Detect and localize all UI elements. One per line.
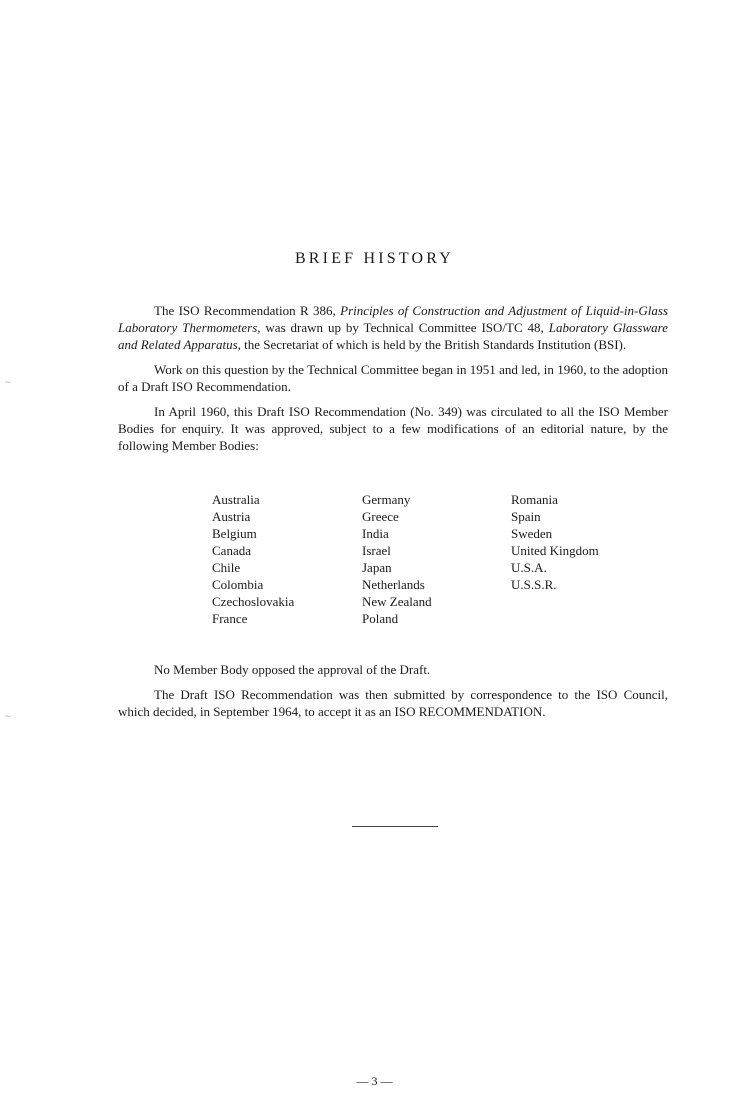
member-body: Austria bbox=[212, 509, 251, 524]
section-divider bbox=[352, 826, 438, 827]
margin-mark: ~ bbox=[4, 378, 12, 388]
member-body: Germany bbox=[362, 492, 411, 507]
paragraph-no-opposition: No Member Body opposed the approval of the Draft. bbox=[154, 662, 431, 677]
member-body: Poland bbox=[362, 611, 399, 626]
member-body: Spain bbox=[511, 509, 541, 524]
member-body: Japan bbox=[362, 560, 392, 575]
member-body: United Kingdom bbox=[511, 543, 599, 558]
member-body: U.S.S.R. bbox=[511, 577, 557, 592]
member-body: France bbox=[212, 611, 248, 626]
member-bodies-column-1 bbox=[212, 491, 294, 627]
member-body: Israel bbox=[362, 543, 391, 558]
paragraph-text: The ISO Recommendation R 386, bbox=[154, 303, 341, 318]
paragraph-text: , the Secretariat of which is held by the British Standards Institution (BSI). bbox=[237, 337, 627, 352]
history-conclusion bbox=[118, 661, 668, 728]
paragraph-council-decision: The Draft ISO Recommendation was then submitted by correspondence to the ISO Council, which decided, in September 1964, to accept it as an ISO RECOMMENDATION. bbox=[118, 687, 668, 719]
member-body: India bbox=[362, 526, 389, 541]
member-body: Romania bbox=[511, 492, 558, 507]
member-body: Czechoslovakia bbox=[212, 594, 295, 609]
member-body: Netherlands bbox=[362, 577, 425, 592]
committee-title: Laboratory Glassware and Related Apparatus bbox=[118, 320, 668, 352]
page-title: BRIEF HISTORY bbox=[294, 250, 455, 267]
member-bodies-column-3 bbox=[511, 491, 599, 593]
paragraph-enquiry: In April 1960, this Draft ISO Recommendation (No. 349) was circulated to all the ISO Member Bodies for enquiry. It was approved, subject to a few modifications of an editorial nature, by the following Member Bodies: bbox=[118, 404, 668, 453]
member-bodies-column-2 bbox=[362, 491, 432, 627]
member-body: Belgium bbox=[212, 526, 257, 541]
member-bodies-list bbox=[212, 491, 652, 631]
page-number: — 3 — bbox=[356, 1074, 393, 1088]
margin-mark: ~ bbox=[4, 712, 12, 722]
paragraph-recommendation bbox=[118, 302, 668, 353]
member-body: Colombia bbox=[212, 577, 264, 592]
member-body: U.S.A. bbox=[511, 560, 547, 575]
member-body: New Zealand bbox=[362, 594, 432, 609]
member-body: Greece bbox=[362, 509, 399, 524]
paragraph-work-history: Work on this question by the Technical Committee began in 1951 and led, in 1960, to the adoption of a Draft ISO Recommendation. bbox=[118, 362, 668, 394]
member-body: Canada bbox=[212, 543, 251, 558]
paragraph-text: , was drawn up by Technical Committee ISO/TC 48, bbox=[257, 320, 549, 335]
member-body: Sweden bbox=[511, 526, 553, 541]
history-body bbox=[118, 302, 668, 462]
member-body: Chile bbox=[212, 560, 241, 575]
member-body: Australia bbox=[212, 492, 260, 507]
recommendation-title: Principles of Construction and Adjustment of Liquid-in-Glass Laboratory Thermometers bbox=[118, 303, 668, 335]
